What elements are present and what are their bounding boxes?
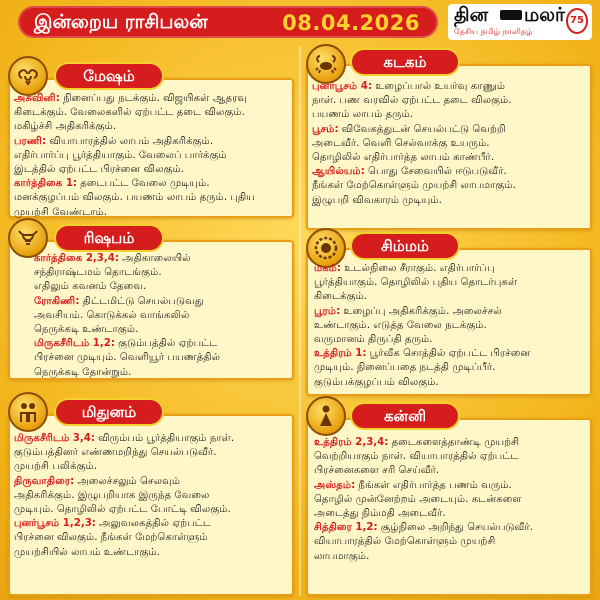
prediction-text: உழைப்பால் உயர்வு காணும்: [371, 81, 506, 92]
prediction-text: பிரச்னை முடியும். வெளியூர் பயணத்தில்: [34, 352, 221, 364]
horoscope-line: [14, 92, 247, 106]
horoscope-line: [312, 137, 490, 151]
prediction-text: பிரச்னை விலகும். நீங்கள் மேற்கொள்ளும்: [14, 532, 208, 544]
horoscope-line: [314, 333, 433, 347]
horoscope-line: [34, 295, 204, 309]
logo-emblem-icon: [500, 10, 522, 20]
ram-icon: [8, 56, 48, 96]
prediction-text: கிடைக்கும். வேலைகளில் ஏற்பட்ட தடை விலகும்.: [14, 107, 245, 119]
horoscope-line: [314, 464, 439, 478]
prediction-text: உடல்நிலை சீராகும். எதிர்பார்ப்பு: [341, 263, 495, 274]
prediction-text: விரும்பம் பூர்த்தியாகும் நாள்.: [94, 433, 235, 444]
horoscope-line: [14, 489, 210, 503]
sign-title-rishabam: ரிஷபம்: [54, 224, 164, 252]
nakshatra-label: சித்திரை 1,2:: [314, 522, 378, 534]
horoscope-line: [34, 323, 138, 337]
page-title: இன்றைய ராசிபலன்: [34, 11, 208, 33]
prediction-text: நீங்கள் மேற்கொள்ளும் முயற்சி லாபமாகும்.: [312, 180, 516, 192]
prediction-text: சந்திராஷ்டமம் தொடங்கும்.: [34, 267, 162, 279]
horoscope-line: [314, 507, 446, 521]
nakshatra-label: மிருகசீரிடம் 3,4:: [14, 433, 95, 444]
nakshatra-label: உத்திரம் 1:: [314, 348, 367, 360]
prediction-text: குடும்பத்தில் ஏற்பட்ட: [114, 338, 218, 350]
prediction-text: லாபமாகும்.: [314, 550, 370, 562]
dinamalar-logo: [448, 4, 592, 40]
horoscope-line: [314, 276, 517, 290]
prediction-text: வெற்றியாகும் நாள். வியாபாரத்தில் ஏற்பட்ட: [314, 451, 519, 463]
prediction-text: நினைப்பது நடக்கும். விஜயிகள் ஆதரவு: [59, 93, 248, 104]
anniversary-badge: 75: [566, 8, 588, 34]
prediction-text: தொழில் முன்னேற்றம் அடையும். கடன்களை: [314, 493, 522, 505]
horoscope-line: [312, 179, 516, 193]
prediction-text: நெருக்கடி தோன்றும்.: [34, 366, 132, 378]
horoscope-line: [312, 108, 413, 122]
prediction-text: நெருக்கடி உண்டாகும்.: [34, 324, 139, 335]
prediction-text: அடைவீர். வெளி செல்வாக்கு உயரும்.: [312, 137, 490, 149]
prediction-text: பூர்வீக சொத்தில் ஏற்பட்ட பிரச்னை: [366, 348, 531, 360]
prediction-text: முயற்சி பலிக்கும்.: [14, 461, 98, 473]
horoscope-line: [314, 521, 533, 535]
prediction-text: அடைத்து நிம்மதி அடைவீர்.: [314, 508, 446, 519]
horoscope-line: [312, 123, 506, 137]
nakshatra-label: பரணி:: [14, 135, 47, 147]
nakshatra-label: அசுவினி:: [14, 93, 60, 104]
prediction-text: முயற்சியில் லாபம் உண்டாகும்.: [14, 546, 160, 558]
prediction-text: திட்டமிட்டு செயல்படுவது: [79, 295, 204, 307]
nakshatra-label: கார்த்திகை 1:: [14, 178, 78, 190]
sign-title-kanni: கன்னி: [350, 402, 460, 430]
nakshatra-label: பூசம்:: [312, 123, 339, 135]
crab-icon: [306, 44, 346, 84]
horoscope-line: [34, 366, 131, 380]
horoscope-line: [314, 493, 522, 507]
horoscope-line: [312, 165, 507, 179]
horoscope-line: [312, 80, 505, 94]
prediction-text: சூழ்நிலை அறிந்து செயல்படுவீர்.: [377, 522, 533, 534]
prediction-text: வியாபாரத்தில் லாபம் அதிகரிக்கும்.: [46, 135, 214, 147]
horoscope-line: [14, 149, 227, 163]
nakshatra-label: மகம்:: [314, 263, 341, 274]
horoscope-line: [314, 535, 495, 549]
horoscope-line: [312, 151, 494, 165]
prediction-text: உண்டாகும். எடுத்த வேலை நடக்கும்.: [314, 319, 487, 331]
sign-title-simmam: சிம்மம்: [350, 232, 460, 260]
horoscope-line: [14, 531, 208, 545]
horoscope-line: [34, 252, 191, 266]
prediction-text: விவேகத்துடன் செயல்பட்டு வெற்றி: [338, 123, 506, 135]
horoscope-line: [312, 94, 512, 108]
horoscope-line: [314, 479, 512, 493]
prediction-text: நாள். பண வரவில் ஏற்பட்ட தடை விலகும்.: [312, 95, 512, 107]
prediction-text: தொழிலில் எதிர்பார்த்த லாபம் காண்பீர்.: [312, 152, 495, 163]
prediction-text: அலைச்சலும் செலவும்: [74, 475, 181, 487]
prediction-text: பயணம் லாபம் தரும்.: [312, 109, 414, 121]
horoscope-line: [14, 135, 213, 149]
horoscope-line: [314, 361, 495, 375]
prediction-text: இடத்தில் ஏற்பட்ட பிரச்னை விலகும்.: [14, 164, 185, 175]
prediction-text: முடியும். தொழிலில் ஏற்பட்ட போட்டி விலகும்.: [14, 504, 231, 515]
header: [0, 0, 600, 44]
horoscope-line: [314, 319, 487, 333]
prediction-text: அலுவலகத்தில் ஏற்பட்ட: [95, 518, 211, 530]
prediction-text: தடைகளைத்தாண்டி முயற்சி: [388, 437, 520, 448]
nakshatra-label: புனர்பூசம் 4:: [312, 81, 372, 92]
horoscope-line: [34, 351, 220, 365]
nakshatra-label: ஆயில்யம்:: [312, 166, 365, 178]
sign-title-kadagam: கடகம்: [350, 48, 460, 76]
horoscope-line: [314, 262, 495, 276]
logo-name: தின: [454, 4, 488, 26]
twins-icon: [8, 392, 48, 432]
nakshatra-label: அஸ்தம்:: [314, 479, 356, 491]
horoscope-line: [314, 305, 502, 319]
horoscope-line: [314, 290, 367, 304]
horoscope-line: [14, 517, 211, 531]
sign-title-mithunam: மிதுனம்: [54, 398, 164, 426]
horoscope-line: [312, 194, 442, 208]
horoscope-line: [314, 436, 519, 450]
prediction-text: வியாபாரத்தில் மேற்கொள்ளும் முயற்சி: [314, 536, 496, 548]
maiden-icon: [306, 396, 346, 436]
prediction-text: இழுபறி விவகாரம் முடியும்.: [312, 194, 442, 206]
horoscope-line: [14, 503, 231, 517]
horoscope-line: [14, 163, 184, 177]
page-date: 08.04.2026: [282, 11, 420, 35]
nakshatra-label: ரோகிணி:: [34, 295, 80, 307]
prediction-text: உழைப்பு அதிகரிக்கும். அலைச்சல்: [340, 305, 502, 317]
horoscope-line: [34, 337, 217, 351]
horoscope-line: [14, 120, 116, 134]
prediction-text: நீங்கள் எதிர்பார்த்த பணம் வரும்.: [355, 479, 512, 491]
nakshatra-label: பூரம்:: [314, 305, 341, 317]
horoscope-line: [314, 347, 530, 361]
nakshatra-label: திருவாதிரை:: [14, 475, 75, 487]
prediction-text: பூர்த்தியாகும். தொழிலில் புதிய தொடர்புகள்: [314, 277, 518, 289]
title-banner: [18, 6, 438, 38]
horoscope-line: [34, 280, 146, 294]
horoscope-line: [314, 450, 519, 464]
nakshatra-label: உத்திரம் 2,3,4:: [314, 437, 389, 448]
prediction-text: அதிகாலையில்: [118, 253, 191, 264]
horoscope-line: [14, 432, 234, 446]
horoscope-line: [314, 376, 439, 390]
nakshatra-label: மிருகசீரிடம் 1,2:: [34, 338, 115, 350]
sign-title-mesham: மேஷம்: [54, 62, 164, 90]
horoscope-line: [14, 106, 245, 120]
prediction-text: எதிலும் கவனம் தேவை.: [34, 281, 147, 293]
prediction-text: மகிழ்ச்சி அதிகரிக்கும்.: [14, 121, 117, 133]
horoscope-line: [14, 475, 180, 489]
horoscope-line: [14, 460, 97, 474]
column-divider: [299, 46, 301, 596]
prediction-text: அவசியம். கொடுக்கல் வாங்கலில்: [34, 309, 190, 321]
prediction-text: குடும்பத்தினர் எண்ணமறிந்து செயல்படுவீர்.: [14, 447, 217, 459]
prediction-text: வருமானம் திருப்தி தரும்.: [314, 334, 433, 345]
nakshatra-label: புனர்பூசம் 1,2,3:: [14, 518, 96, 530]
prediction-text: அதிகரிக்கும். இழுபறியாக இருந்த வேலை: [14, 489, 210, 501]
logo-tagline: தேசிய தமிழ் நாளிதழ்: [454, 27, 533, 36]
horoscope-line: [314, 550, 369, 564]
prediction-text: கிடைக்கும்.: [314, 291, 368, 303]
nakshatra-label: கார்த்திகை 2,3,4:: [34, 253, 119, 264]
horoscope-line: [14, 191, 255, 205]
horoscope-line: [34, 266, 162, 280]
prediction-text: முயற்சி வேண்டாம்.: [14, 206, 108, 218]
horoscope-line: [14, 446, 216, 460]
prediction-text: மனக்குழப்பம் விலகும். பயணம் லாபம் தரும். புதிய: [14, 192, 256, 204]
horoscope-line: [34, 309, 189, 323]
prediction-text: எதிர்பார்ப்பு பூர்த்தியாகும். வேலைப் பார்க்கும்: [14, 149, 227, 161]
prediction-text: தடைபட்ட வேலை முடியும்.: [77, 178, 210, 190]
horoscope-line: [14, 177, 210, 191]
logo-name-2: மலர்: [524, 4, 565, 26]
prediction-text: முடியும். நினைப்பதை நடத்தி முடிப்பீர்.: [314, 362, 496, 374]
prediction-text: பிரச்னைகளை சரி செய்வீர்.: [314, 465, 440, 477]
horoscope-line: [14, 546, 160, 560]
prediction-text: பொது சேவையில் ஈடுபடுவீர்.: [364, 166, 507, 178]
prediction-text: குடும்பக்குழப்பம் விலகும்.: [314, 376, 439, 388]
